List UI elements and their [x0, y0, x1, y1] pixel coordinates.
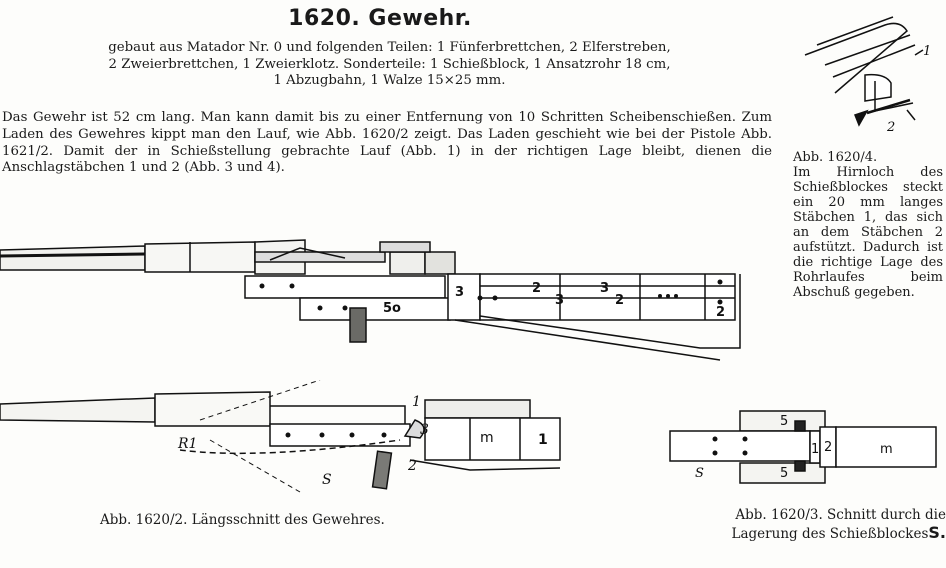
figure-3-label: m [880, 442, 893, 457]
intro-line: gebaut aus Matador Nr. 0 und folgenden Teilen: 1 Fünferbrettchen, 2 Elferstreben, [108, 40, 671, 55]
page-title: 1620. Gewehr. [288, 6, 472, 31]
figure-3-label: 5 [780, 466, 789, 481]
figure-1-label: 5o [383, 301, 401, 316]
description-paragraph: Das Gewehr ist 52 cm lang. Man kann damit bis zu einer Entfernung von 10 Schritten Scheibenschießen. Zum Laden des Gewehres kippt man den Lauf, wie Abb. 1620/2 zeigt. Das Laden geschieht wie bei der Pistole Abb. 1621/2. Damit der in Schießstellung gebrachte Lauf (Abb. 1) in der richtigen Lage bleibt, dienen die Anschlagstäbchen 1 und 2 (Abb. 3 und 4). [2, 110, 772, 176]
figure-3-caption-line1: Abb. 1620/3. Schnitt durch die [735, 507, 946, 523]
figure-2-label: 3 [420, 422, 429, 438]
figure-4-drawing [795, 15, 945, 145]
figure-2-section-drawing [0, 380, 570, 500]
figure-3-caption-line2: Lagerung des Schießblockes [731, 526, 929, 542]
figure-4-caption [793, 150, 943, 300]
figure-1-rifle-drawing [0, 238, 760, 363]
figure-3-caption-letter: S. [928, 523, 946, 542]
figure-3-caption [662, 507, 946, 543]
figure-2-label: R1 [178, 436, 198, 452]
figure-3-label: S [695, 466, 704, 481]
figure-2-label: m [480, 430, 494, 446]
figure-2-label: 2 [408, 458, 417, 474]
figure-1-label: 2 [532, 281, 542, 296]
figure-4-label: 1 [923, 44, 932, 59]
figure-4-caption-text: Im Hirnloch des Schießblockes steckt ein 20 mm langes Stäbchen 1, das sich an dem Stäbchen 2 aufstützt. Dadurch ist die richtige Lage des Rohrlaufes beim Abschuß gegeben. [793, 165, 943, 300]
figure-3-label: 2 [824, 440, 833, 455]
figure-2-label: 1 [412, 394, 421, 410]
intro-line: 2 Zweierbrettchen, 1 Zweierklotz. Sonderteile: 1 Schießblock, 1 Ansatzrohr 18 cm, [108, 56, 671, 72]
figure-3-section-drawing [665, 405, 945, 495]
figure-2-caption: Abb. 1620/2. Längsschnitt des Gewehres. [100, 512, 385, 528]
figure-4-caption-title: Abb. 1620/4. [793, 150, 878, 165]
figure-2-label: S [322, 472, 332, 488]
figure-1-label: 3 [600, 281, 610, 296]
figure-2-label: 1 [538, 432, 548, 448]
figure-4-label: 2 [887, 120, 896, 135]
figure-1-label: 3 [455, 285, 465, 300]
figure-3-label: 1 [811, 442, 820, 457]
figure-1-label: 2 [716, 305, 726, 320]
intro-line: 1 Abzugbahn, 1 Walze 15×25 mm. [273, 73, 506, 88]
figure-1-label: 3 [555, 293, 565, 308]
parts-list [2, 40, 777, 90]
figure-3-label: 5 [780, 414, 789, 429]
figure-1-label: 2 [615, 293, 625, 308]
